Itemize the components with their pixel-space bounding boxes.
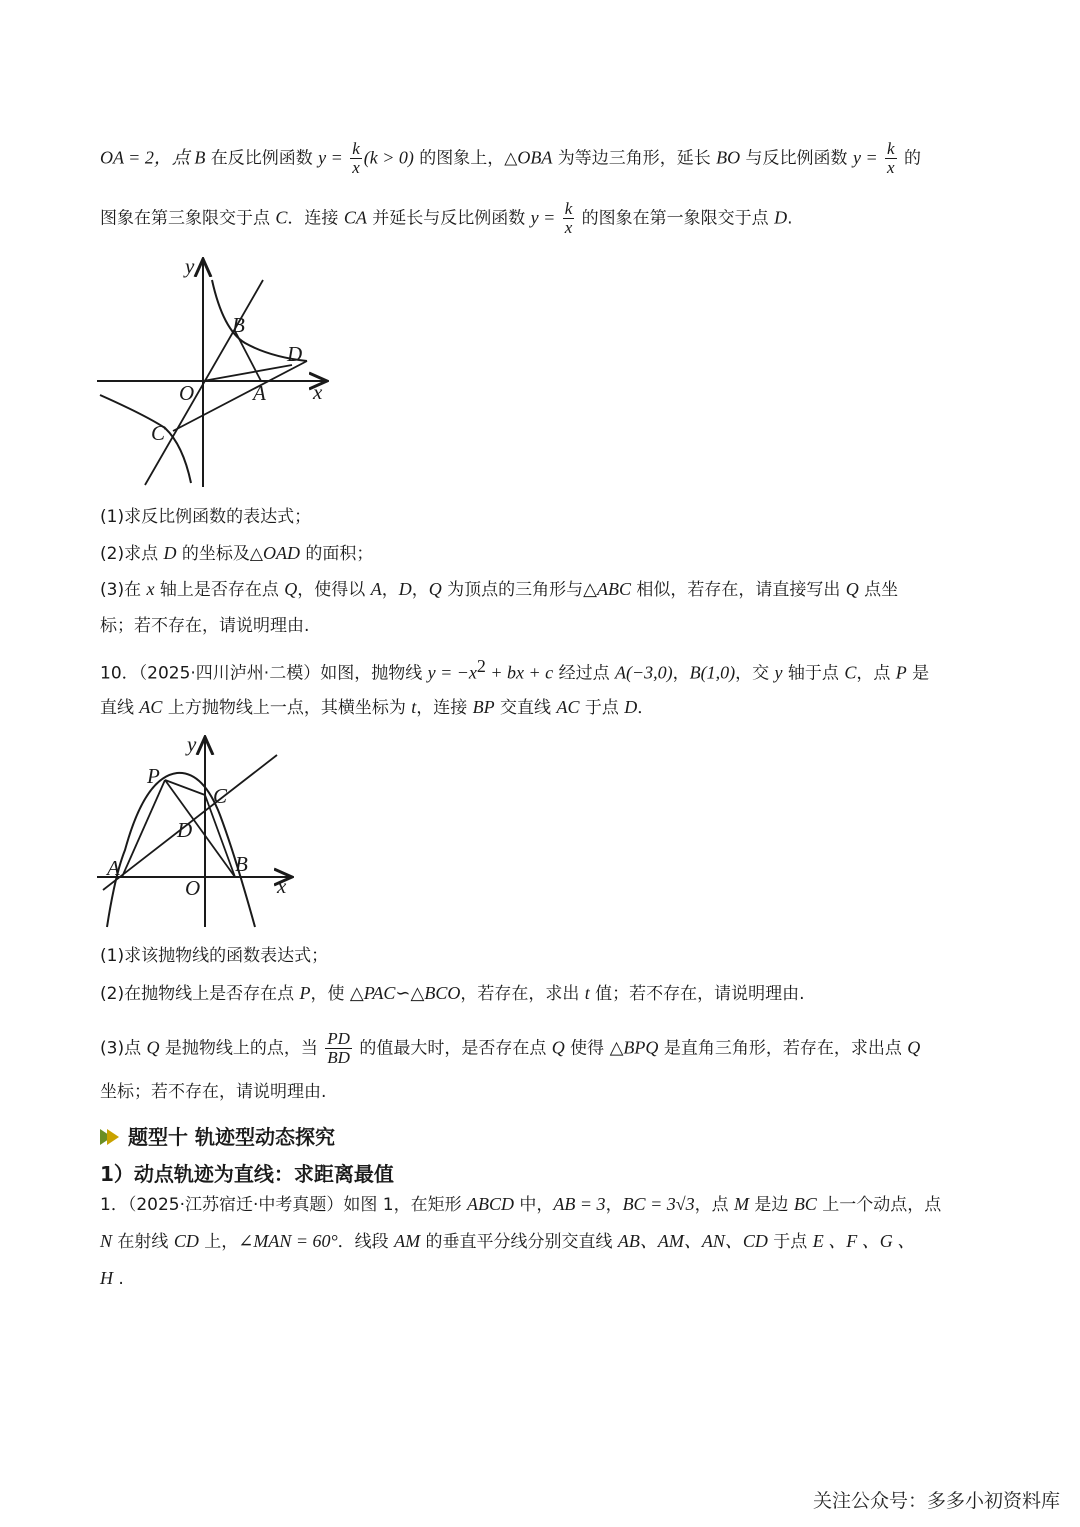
text: x <box>146 579 155 599</box>
label-y: y <box>185 255 195 278</box>
text: (3)点 <box>100 1038 147 1059</box>
text: Q <box>428 579 442 599</box>
segment-pa <box>122 780 165 877</box>
text: E 、F 、G 、 <box>812 1231 916 1251</box>
frac-den: x <box>887 158 895 177</box>
problem10-q3 <box>100 1030 920 1067</box>
text: Q <box>907 1037 921 1058</box>
text: 使得 <box>564 1038 610 1059</box>
text: △PAC∽△BCO <box>349 983 461 1003</box>
text: 上方抛物线上一点，其横坐标为 <box>162 698 412 718</box>
text: . <box>787 208 793 229</box>
text: D <box>163 543 177 563</box>
text: OA = 2，点 <box>100 147 195 168</box>
problem10-line2 <box>100 695 654 720</box>
frac-num: k <box>352 139 360 158</box>
text: (k > 0) <box>363 147 414 168</box>
text: △BPQ <box>609 1037 659 1058</box>
label-p: P <box>147 764 160 788</box>
label-c: C <box>151 421 166 445</box>
text: M <box>734 1194 749 1214</box>
text: 为等边三角形，延长 <box>552 148 717 169</box>
problem9-q2 <box>100 541 373 566</box>
text: 2 <box>476 656 486 676</box>
text: D <box>774 207 788 228</box>
text: N <box>100 1231 113 1251</box>
problem10-q3-line2: 坐标；若不存在，请说明理由. <box>100 1082 327 1102</box>
text: Q <box>146 1037 160 1058</box>
footer-wechat-note: 关注公众号：多多小初资料库 <box>812 1490 1060 1512</box>
text: D <box>398 579 412 599</box>
text: ， <box>672 663 690 684</box>
fraction-k-over-x-2 <box>885 140 897 177</box>
text: 为顶点的三角形与 <box>441 580 584 600</box>
text: 并延长与反比例函数 <box>366 208 531 229</box>
text: ，连接 <box>416 698 473 718</box>
text: ，若存在，求出 <box>460 984 585 1004</box>
text: ，使 <box>310 984 350 1004</box>
text: AC <box>139 697 163 717</box>
text: 是抛物线上的点，当 <box>159 1038 324 1059</box>
text: y = <box>318 147 343 168</box>
text: 点坐 <box>858 580 899 600</box>
text: 轴于点 <box>782 663 845 684</box>
text: 直线 <box>100 698 140 718</box>
text: 如图，抛物线 <box>320 663 428 684</box>
text: OAD <box>262 543 300 563</box>
section-heading <box>98 1124 335 1150</box>
text: 经过点 <box>553 663 615 684</box>
frac-num: k <box>887 139 895 158</box>
text: 是边 <box>749 1195 794 1215</box>
text: 于点 <box>579 698 625 718</box>
text: (2)在抛物线上是否存在点 <box>100 984 300 1004</box>
text: 1．（2025·江苏宿迁·中考真题） <box>100 1195 344 1215</box>
text: 在射线 <box>112 1232 174 1252</box>
text: CD <box>173 1231 199 1251</box>
text: 如图 1，在矩形 <box>343 1195 468 1215</box>
text: t <box>411 697 417 717</box>
text: 的图象上，△ <box>413 148 518 169</box>
label-b: B <box>232 313 245 337</box>
text: ， <box>605 1195 623 1215</box>
text: C <box>844 662 857 683</box>
frac-den: BD <box>327 1048 350 1067</box>
text: BC <box>793 1194 817 1214</box>
text: ． <box>637 698 655 718</box>
text: 的坐标及△ <box>176 544 263 564</box>
label-x: x <box>277 874 287 898</box>
text: AB = 3 <box>553 1194 606 1214</box>
text: BO <box>716 147 741 168</box>
text: 的图象在第一象限交于点 <box>576 208 775 229</box>
text: 值；若不存在，请说明理由. <box>589 984 805 1004</box>
text: △ABC <box>583 579 631 599</box>
text: C <box>275 207 288 228</box>
text: P <box>895 662 907 683</box>
text: 的 <box>898 148 921 169</box>
text: B(1,0) <box>689 662 736 683</box>
text: Q <box>551 1037 565 1058</box>
label-a: A <box>253 381 266 405</box>
text: AB、AM、AN、CD <box>617 1231 768 1251</box>
text: 是直角三角形，若存在，求出点 <box>658 1038 908 1059</box>
text: ，点 <box>694 1195 734 1215</box>
text: ∠MAN = 60° <box>238 1231 338 1251</box>
segment-od <box>203 365 292 381</box>
text: D <box>624 697 638 717</box>
problem9-line2 <box>100 200 792 237</box>
label-b: B <box>235 852 248 876</box>
text: 在反比例函数 <box>205 148 319 169</box>
problem10-q2 <box>100 981 805 1006</box>
figure-parabola <box>95 735 295 930</box>
text: ，点 <box>856 663 896 684</box>
text: 上一个动点，点 <box>816 1195 942 1215</box>
problem9-q3-line2: 标；若不存在，请说明理由. <box>100 616 310 636</box>
text: CA <box>343 207 367 228</box>
text: OBA <box>517 147 553 168</box>
problem9-line1 <box>100 140 921 177</box>
label-c: C <box>213 784 228 808</box>
problem1-line3 <box>100 1266 124 1291</box>
text: 是 <box>906 663 930 684</box>
problem10-q1: (1)求该抛物线的函数表达式； <box>100 946 329 966</box>
text: 与反比例函数 <box>740 148 853 169</box>
parabola <box>107 773 255 927</box>
text: 10．（2025·四川泸州·二模） <box>100 663 321 684</box>
text: A <box>370 579 382 599</box>
label-a: A <box>107 856 120 880</box>
label-o: O <box>185 876 201 900</box>
text: 相似，若存在，请直接写出 <box>630 580 846 600</box>
text: 的面积； <box>299 544 374 564</box>
text: 交直线 <box>494 698 557 718</box>
text: y <box>774 662 783 683</box>
frac-den: x <box>564 218 573 237</box>
text: 的值最大时，是否存在点 <box>353 1038 552 1059</box>
text: B <box>194 147 206 168</box>
figure-hyperbola <box>95 255 335 490</box>
problem9-q1: (1)求反比例函数的表达式； <box>100 507 312 527</box>
text: 的垂直平分线分别交直线 <box>420 1232 618 1252</box>
problem1-line1 <box>100 1192 941 1217</box>
text: ．线段 <box>337 1232 395 1252</box>
section-title: 题型十 轨迹型动态探究 <box>128 1125 335 1149</box>
label-d: D <box>177 818 193 842</box>
arrow-bullet-icon <box>98 1127 122 1147</box>
text: y = <box>530 207 556 228</box>
label-o: O <box>179 381 195 405</box>
text: y = −x <box>427 662 477 683</box>
text: . <box>113 1269 124 1289</box>
text: + bx + c <box>485 662 554 683</box>
section-subheading: 1）动点轨迹为直线：求距离最值 <box>100 1162 394 1186</box>
text: A(−3,0) <box>614 662 673 683</box>
text: AC <box>556 697 580 717</box>
text: 于点 <box>767 1232 813 1252</box>
text: ．连接 <box>287 208 344 229</box>
text: (3)在 <box>100 580 147 600</box>
fraction-k-over-x <box>350 140 362 177</box>
fraction-pd-over-bd <box>325 1030 352 1067</box>
problem9-q3 <box>100 577 898 602</box>
text: ， <box>381 580 399 600</box>
fraction-k-over-x-3 <box>563 200 575 237</box>
text: (2)求点 <box>100 544 164 564</box>
problem10-line1 <box>100 654 929 686</box>
text: ，使得以 <box>297 580 371 600</box>
text: 图象在第三象限交于点 <box>100 208 276 229</box>
text: H <box>100 1268 113 1288</box>
frac-num: PD <box>327 1029 350 1048</box>
text: t <box>584 983 590 1003</box>
label-y: y <box>187 735 197 756</box>
text: P <box>299 983 311 1003</box>
text: 上， <box>198 1232 239 1252</box>
text: AM <box>394 1231 421 1251</box>
text: 轴上是否存在点 <box>154 580 285 600</box>
text: BP <box>472 697 495 717</box>
frac-den: x <box>352 158 360 177</box>
problem1-line2 <box>100 1229 915 1254</box>
text: y = <box>852 147 878 168</box>
text: BC = 3√3 <box>622 1194 695 1214</box>
text: ， <box>411 580 429 600</box>
frac-num: k <box>564 199 573 218</box>
text: Q <box>845 579 859 599</box>
label-x: x <box>313 380 323 404</box>
hyperbola-branch-q3 <box>100 395 191 483</box>
label-d: D <box>287 342 303 366</box>
text: Q <box>284 579 298 599</box>
text: 中， <box>514 1195 554 1215</box>
text: ，交 <box>735 663 775 684</box>
text: ABCD <box>467 1194 515 1214</box>
